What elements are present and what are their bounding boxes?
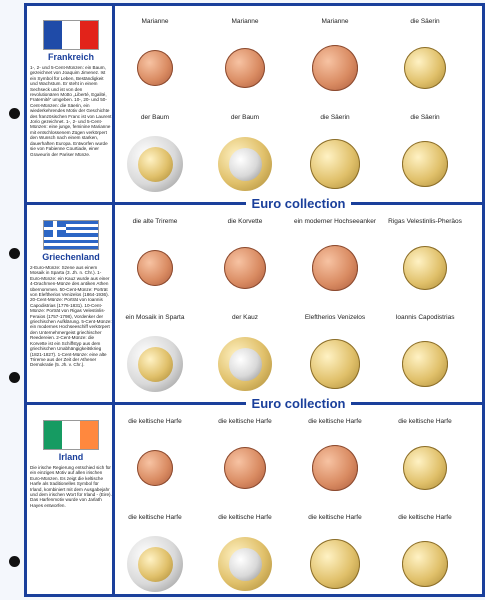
flag-stripe bbox=[44, 246, 98, 249]
coin-label: die keltische Harfe bbox=[308, 514, 362, 521]
coin-label: die keltische Harfe bbox=[308, 418, 362, 425]
flag-stripe bbox=[44, 21, 62, 49]
euro-collection-banner bbox=[115, 196, 482, 210]
coin-label: Marianne bbox=[141, 18, 169, 25]
coin-slot bbox=[137, 50, 173, 86]
coin-label: der Kauz bbox=[231, 314, 259, 321]
country-panel bbox=[30, 410, 112, 508]
coin-core bbox=[229, 148, 262, 181]
coin-label: Marianne bbox=[321, 18, 349, 25]
binder-hole bbox=[9, 108, 20, 119]
coin-slot bbox=[402, 141, 448, 187]
coin-slot bbox=[127, 336, 183, 392]
coin-slot bbox=[218, 337, 272, 391]
coin-sheet-frame bbox=[24, 3, 485, 597]
coin-label: die keltische Harfe bbox=[218, 418, 272, 425]
banner-label: Euro collection bbox=[246, 196, 352, 211]
coin-label: die keltische Harfe bbox=[128, 514, 182, 521]
coin-slot bbox=[402, 341, 448, 387]
coin-slot bbox=[310, 139, 360, 189]
flag-stripe bbox=[62, 421, 80, 449]
coin-slot bbox=[137, 450, 173, 486]
flag-cross bbox=[53, 221, 57, 237]
coin-slot bbox=[310, 539, 360, 589]
country-description: Die irische Regierung entschied sich für ein einziges Motiv auf allen irischen Euro-Münzen. Es zeigt die keltische Harfe als traditionelles Symbol für Irland, kombiniert mit dem Ausgabejahr und dem irischen Wort für Irland - (Eire). Das Harfenmotiv wurde von Jarlath Hayes entworfen. bbox=[30, 465, 112, 508]
coin-label: ein Mosaik in Sparta bbox=[125, 314, 185, 321]
coin-slot bbox=[403, 446, 447, 490]
country-description: 2-Euro-Münze: Szene aus einem Mosaik in Sparta (3. Jh. n. Chr.). 1-Euro-Münze: ein Kauz wurde aus einer 4-Drachmen-Münze des antiken Athen übernommen. 50-Cent-Münze: Porträt von Eleftherios Venizelos (1864-1936). 20-Cent-Münze: Porträt von Ioannis Capodistrias (1776-1831). 10-Cent-Münze: Porträt von Rigas Velestinlis-Feraios (1757-1798), Vordenker der griechischen Aufklärung. 5-Cent-Münze: ein modernes Hochseeschiff verkörpert den Unternehmergeist griechischer Reedereien. 2-Cent-Münze: die Korvette ist ein Schiffstyp aus dem griechischen Unabhängigkeitskrieg (1821-1827). 1-Cent-Münze: eine alte Trireme aus der Zeit der Athener Demokratie (5. Jh. v. Chr.). bbox=[30, 265, 112, 368]
coin-label: die keltische Harfe bbox=[398, 418, 452, 425]
country-description: 1-, 2- und 5-Cent-Münzen: ein Baum, gezeichnet von Joaquim Jimenez. Ist ein Symbol für Leben, Beständigkeit und Wachstum. Er steht in einem Sechseck und ist von den revolutionären Motto „Liberté, Egalité, Fraternité“ umgeben. 10-, 20- und 50-Cent-Münzen: die Säerin, ein wiederkehrendes Motiv der Geschichte des französischen Franc ist von Laurent Jorio gezeichnet. 1-, 2- und 5-Cent-Münzen: eine junge, feminine Marianne mit entschlossenem Zügen verkörpert den Wunsch nach einem starken, dauerhaften Europa. Entworfen wurde sie von Fabienne Courtiade, einer Graveurin der Pariser Münze. bbox=[30, 65, 112, 157]
coin-slot bbox=[137, 250, 173, 286]
france-flag bbox=[43, 20, 99, 50]
coin-slot bbox=[127, 136, 183, 192]
coin-slot bbox=[225, 48, 265, 88]
country-name: Frankreich bbox=[47, 52, 95, 62]
coin-label: die keltische Harfe bbox=[128, 418, 182, 425]
coin-label: der Baum bbox=[140, 114, 170, 121]
binder-hole bbox=[9, 248, 20, 259]
coin-slot bbox=[218, 137, 272, 191]
country-panel bbox=[30, 210, 112, 368]
coin-label: die keltische Harfe bbox=[398, 514, 452, 521]
flag-stripe bbox=[80, 21, 98, 49]
coin-core bbox=[138, 147, 173, 182]
coin-label: Eleftherios Venizelos bbox=[304, 314, 366, 321]
coin-slot bbox=[312, 245, 358, 291]
coin-slot bbox=[127, 536, 183, 592]
banner-rule bbox=[351, 202, 482, 205]
coin-slot bbox=[403, 246, 447, 290]
coin-core bbox=[138, 547, 173, 582]
country-name: Griechenland bbox=[42, 252, 100, 262]
coin-slot bbox=[218, 537, 272, 591]
flag-stripe bbox=[44, 421, 62, 449]
coin-label: Marianne bbox=[231, 18, 259, 25]
coin-core bbox=[138, 347, 173, 382]
country-name: Irland bbox=[58, 452, 84, 462]
coin-label: die keltische Harfe bbox=[218, 514, 272, 521]
flag-stripe bbox=[62, 21, 80, 49]
coin-slot bbox=[310, 339, 360, 389]
coin-label: Ioannis Capodistrias bbox=[395, 314, 455, 321]
coin-label: die Korvette bbox=[227, 218, 263, 225]
binder-hole bbox=[9, 372, 20, 383]
coin-label: die Säerin bbox=[410, 114, 440, 121]
euro-collection-banner bbox=[115, 396, 482, 410]
coin-label: der Baum bbox=[230, 114, 260, 121]
banner-label: Euro collection bbox=[246, 396, 352, 411]
coin-core bbox=[229, 348, 262, 381]
flag-stripe bbox=[80, 421, 98, 449]
coin-slot bbox=[404, 47, 446, 89]
coin-label: die Säerin bbox=[320, 114, 350, 121]
coin-label: die alte Trireme bbox=[132, 218, 178, 225]
coin-slot bbox=[224, 247, 266, 289]
coin-slot bbox=[312, 45, 358, 91]
greece-flag bbox=[43, 220, 99, 250]
flag-canton bbox=[44, 221, 66, 237]
coin-label: ein moderner Hochseeanker bbox=[293, 218, 377, 225]
banner-rule bbox=[115, 402, 246, 405]
ireland-flag bbox=[43, 420, 99, 450]
banner-rule bbox=[115, 202, 246, 205]
coin-slot bbox=[402, 541, 448, 587]
coin-label: Rigas Velestinlis-Pheräos bbox=[388, 218, 462, 225]
binder-hole bbox=[9, 556, 20, 567]
coin-slot bbox=[224, 447, 266, 489]
coin-slot bbox=[312, 445, 358, 491]
banner-rule bbox=[351, 402, 482, 405]
coin-core bbox=[229, 548, 262, 581]
country-panel bbox=[30, 10, 112, 157]
coin-label: die Säerin bbox=[410, 18, 440, 25]
